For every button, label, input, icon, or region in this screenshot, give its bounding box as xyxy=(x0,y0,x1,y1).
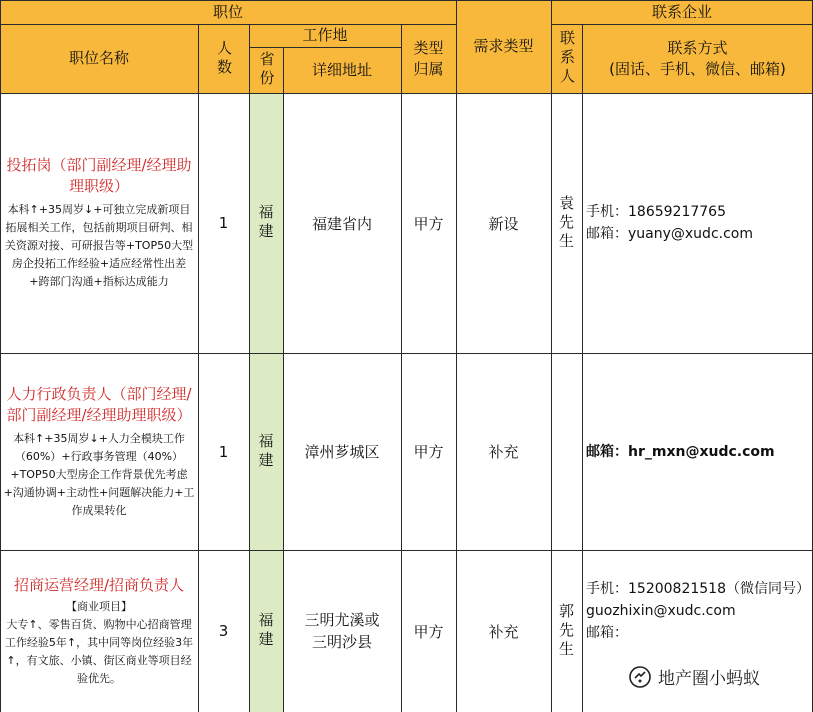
row-3-headcount: 3 xyxy=(218,622,229,640)
header-contact-group xyxy=(551,0,813,24)
row-2-job-title: 人力行政负责人（部门经理/部门副经理/经理助理职级） xyxy=(6,384,192,424)
header-type-belong xyxy=(401,24,456,93)
header-job-title xyxy=(0,24,198,93)
row-2-job-desc: 本科↑+35周岁↓+人力全模块工作（60%）+行政事务管理（40%）+TOP50大型房企工作背景优先考虑+沟通协调+主动性+问题解决能力+工作成果转化 xyxy=(3,431,195,517)
row-1-contact-method: 手机：18659217765 邮箱：yuany@xudc.com xyxy=(586,204,753,242)
header-address xyxy=(283,47,401,93)
row-1-type: 甲方 xyxy=(413,214,444,233)
header-contact-group-label: 联系企业 xyxy=(651,2,712,21)
row-1-job-title: 投拓岗（部门副经理/经理助理职级） xyxy=(6,156,192,195)
header-workplace xyxy=(249,24,401,47)
header-demand-type-label: 需求类型 xyxy=(473,37,534,55)
wechat-account-icon xyxy=(628,665,652,689)
row-1-job-title-cell xyxy=(0,93,198,353)
row-1-contact-person: 袁先生 xyxy=(557,194,575,252)
header-contact-person-label: 联系人 xyxy=(558,30,576,87)
row-1-job-desc: 本科↑+35周岁↓+可独立完成新项目拓展相关工作，包括前期项目研判、相关资源对接、可研报告等+TOP50大型房企投拓工作经验+适应经常性出差+跨部门沟通+指标达成能力 xyxy=(4,203,194,288)
header-province-label: 省份 xyxy=(257,51,276,89)
header-contact-method xyxy=(582,24,813,93)
header-headcount xyxy=(198,24,249,93)
header-province xyxy=(249,47,283,93)
row-3-type: 甲方 xyxy=(413,622,444,641)
header-type-belong-label: 类型归属 xyxy=(413,38,444,78)
row-3-job-sub: 【商业项目】 xyxy=(66,599,132,613)
header-job-title-label: 职位名称 xyxy=(68,49,129,67)
row-2-contact-method: 邮箱：hr_mxn@xudc.com xyxy=(586,443,775,460)
row-2-address: 漳州芗城区 xyxy=(304,443,380,461)
row-1-demand: 新设 xyxy=(488,214,519,233)
row-3-demand: 补充 xyxy=(488,622,519,641)
row-3-address: 三明尤溪或 三明沙县 xyxy=(304,611,380,651)
row-2-province: 福建 xyxy=(256,432,275,471)
row-3-job-title: 招商运营经理/招商负责人 xyxy=(13,575,185,594)
row-3-job-title-cell xyxy=(0,550,198,712)
header-position-group-label: 职位 xyxy=(212,2,243,21)
row-1-province: 福建 xyxy=(256,204,275,242)
header-address-label: 详细地址 xyxy=(311,60,372,79)
header-contact-person xyxy=(551,24,582,93)
header-workplace-label: 工作地 xyxy=(302,26,348,44)
row-1-headcount: 1 xyxy=(218,214,229,232)
watermark-text: 地产圈小蚂蚁 xyxy=(658,669,760,689)
row-3-province: 福建 xyxy=(256,612,275,650)
row-3-job-desc: 大专↑、零售百货、购物中心招商管理工作经验5年↑，其中同等岗位经验3年↑，有文旅、小镇、街区商业等项目经验优先。 xyxy=(4,617,194,685)
header-contact-method-label: 联系方式 (固话、手机、微信、邮箱) xyxy=(609,38,786,78)
row-3-contact-method: 手机：15200821518（微信同号） guozhixin@xudc.com 邮箱： xyxy=(586,581,810,641)
row-3-contact-person: 郭先生 xyxy=(557,602,575,660)
header-demand-type xyxy=(456,0,551,93)
row-2-job-title-cell xyxy=(0,353,198,550)
watermark xyxy=(628,664,760,689)
row-2-demand: 补充 xyxy=(488,443,519,461)
header-position-group xyxy=(0,0,456,24)
row-2-type: 甲方 xyxy=(413,443,444,461)
row-2-headcount: 1 xyxy=(218,442,229,461)
header-headcount-label: 人数 xyxy=(215,39,233,78)
row-1-address: 福建省内 xyxy=(311,214,372,233)
